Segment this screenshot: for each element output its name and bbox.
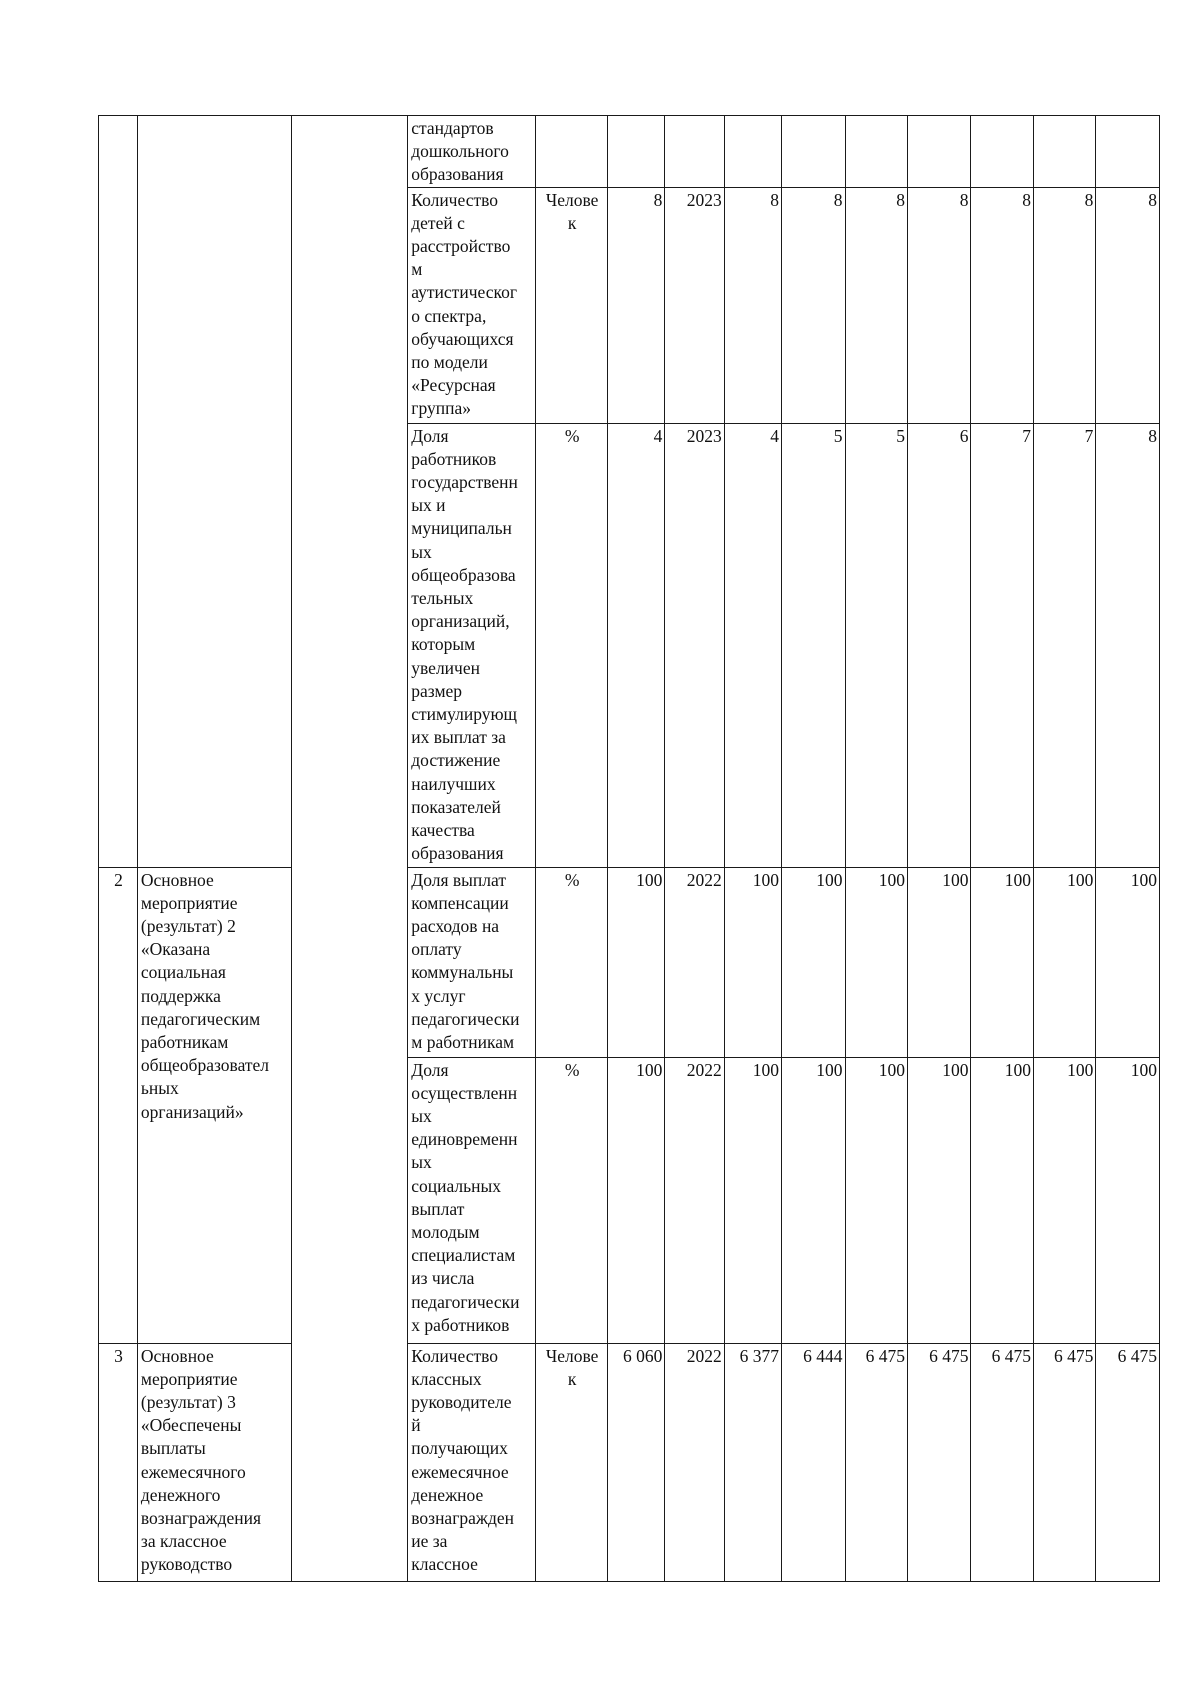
base-year-cell: 2022 [665,867,724,1057]
value-cell: 6 475 [1033,1343,1095,1581]
value-cell: 100 [971,1057,1033,1343]
value-cell: 100 [908,867,971,1057]
event-cell: Основное мероприятие (результат) 2 «Оказана социальная поддержка педагогическим работникам общеобразовател ьных организаций» [137,867,291,1343]
value-cell: 100 [908,1057,971,1343]
table-row [99,116,1160,188]
value-cell: 8 [1096,423,1160,867]
value-cell [1096,116,1160,188]
value-cell: 100 [1033,867,1095,1057]
value-cell: 8 [1033,187,1095,423]
value-cell: 100 [1033,1057,1095,1343]
value-cell [782,116,845,188]
base-year-cell: 2023 [665,187,724,423]
indicator-cell: Доля выплат компенсации расходов на оплату коммунальны х услуг педагогически м работникам [408,867,536,1057]
value-cell: 6 475 [845,1343,907,1581]
value-cell: 8 [1096,187,1160,423]
value-cell [971,116,1033,188]
value-cell: 6 377 [724,1343,781,1581]
value-cell: 4 [724,423,781,867]
base-value-cell [607,116,664,188]
row-number-cell: 2 [99,867,138,1343]
indicator-cell: стандартов дошкольного образования [408,116,536,188]
indicator-cell: Количество классных руководителе й получающих ежемесячное денежное вознагражден ие за классное [408,1343,536,1581]
table-row [99,1343,1160,1581]
indicators-table [98,115,1160,1582]
value-cell: 100 [724,867,781,1057]
base-value-cell: 4 [607,423,664,867]
event-cell: Основное мероприятие (результат) 3 «Обеспечены выплаты ежемесячного денежного вознаграждения за классное руководство [137,1343,291,1581]
value-cell: 8 [845,187,907,423]
indicator-cell: Доля работников государственн ых и муниципальн ых общеобразова тельных организаций, которым увеличен размер стимулирующ их выплат за достижение наилучших показателей качества образования [408,423,536,867]
value-cell: 6 444 [782,1343,845,1581]
value-cell [845,116,907,188]
value-cell: 100 [782,1057,845,1343]
value-cell: 8 [971,187,1033,423]
value-cell: 7 [1033,423,1095,867]
event-cell [137,116,291,868]
value-cell: 100 [971,867,1033,1057]
value-cell: 7 [971,423,1033,867]
value-cell: 6 [908,423,971,867]
unit-cell: % [536,867,608,1057]
row-number-cell: 3 [99,1343,138,1581]
value-cell: 100 [845,867,907,1057]
base-year-cell [665,116,724,188]
row-number-cell [99,116,138,868]
unit-cell [536,116,608,188]
indicator-cell: Количество детей с расстройство м аутистическог о спектра, обучающихся по модели «Ресурсная группа» [408,187,536,423]
base-year-cell: 2022 [665,1343,724,1581]
unit-cell: Челове к [536,187,608,423]
unit-cell: % [536,423,608,867]
value-cell: 100 [1096,867,1160,1057]
value-cell: 100 [782,867,845,1057]
value-cell [1033,116,1095,188]
value-cell: 6 475 [908,1343,971,1581]
value-cell: 5 [845,423,907,867]
value-cell: 5 [782,423,845,867]
unit-cell: % [536,1057,608,1343]
value-cell: 100 [1096,1057,1160,1343]
indicator-cell: Доля осуществленн ых единовременн ых социальных выплат молодым специалистам из числа педагогически х работников [408,1057,536,1343]
base-value-cell: 6 060 [607,1343,664,1581]
value-cell: 8 [908,187,971,423]
base-year-cell: 2023 [665,423,724,867]
value-cell: 6 475 [971,1343,1033,1581]
value-cell: 100 [724,1057,781,1343]
base-value-cell: 100 [607,1057,664,1343]
base-value-cell: 8 [607,187,664,423]
unit-cell: Челове к [536,1343,608,1581]
value-cell: 8 [782,187,845,423]
value-cell: 100 [845,1057,907,1343]
value-cell [908,116,971,188]
responsible-cell [291,116,408,1582]
value-cell [724,116,781,188]
base-year-cell: 2022 [665,1057,724,1343]
value-cell: 6 475 [1096,1343,1160,1581]
table-row [99,867,1160,1057]
value-cell: 8 [724,187,781,423]
base-value-cell: 100 [607,867,664,1057]
